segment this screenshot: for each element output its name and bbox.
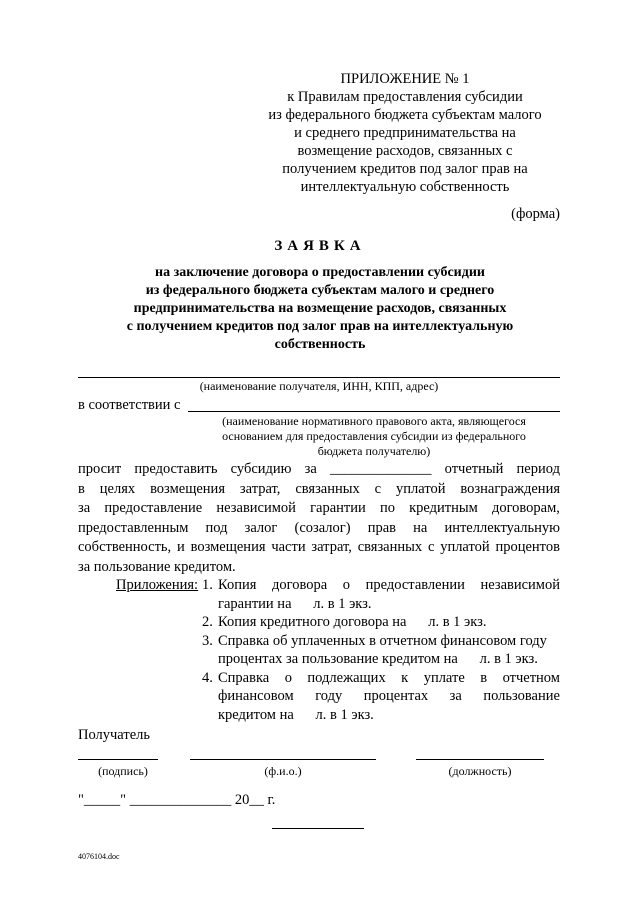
appendix-title: ПРИЛОЖЕНИЕ № 1 — [340, 71, 470, 87]
footer-filename: 4076104.doc — [78, 852, 120, 861]
subtitle-line: из федерального бюджета субъектам малого и среднего — [145, 283, 495, 298]
document-subtitle — [80, 264, 560, 354]
attachment-number: 3. — [202, 632, 213, 649]
position-caption: (должность) — [448, 764, 512, 778]
fullname-caption: (ф.и.о.) — [264, 764, 302, 778]
subtitle-line: на заключение договора о предоставлении субсидии — [155, 265, 485, 280]
subtitle-line: с получением кредитов под залог прав на интеллектуальную — [126, 319, 514, 334]
attachment-number: 4. — [202, 669, 213, 686]
body-last-line: за пользование кредитом. — [78, 558, 236, 575]
attachment-number: 1. — [202, 577, 213, 593]
recipient-fill-line — [78, 377, 560, 378]
subtitle-line: предпринимательства на возмещение расходов, связанных — [133, 301, 507, 316]
appendix-line: интеллектуальную собственность — [300, 179, 510, 195]
body-line: в целях возмещения затрат, связанных с уплатой вознаграждения — [78, 480, 560, 497]
body-paragraph — [78, 460, 560, 577]
signature-caption: (подпись) — [98, 764, 148, 778]
attachment-item-cont: финансовом году процентах за пользование — [218, 688, 560, 704]
act-fill-line — [188, 411, 560, 412]
attachment-item-cont: гарантии на л. в 1 экз. — [218, 595, 372, 612]
appendix-line: получением кредитов под залог прав на — [282, 161, 528, 177]
date-line: "_____" ______________ 20__ г. — [78, 792, 276, 808]
fullname-line — [190, 759, 376, 760]
document-title: ЗАЯВКА — [274, 238, 366, 254]
accordance-label: в соответствии с — [78, 397, 181, 413]
attachment-item: Справка об уплаченных в отчетном финансовом году — [218, 632, 547, 649]
subtitle-line: собственность — [274, 337, 366, 352]
attachment-number: 2. — [202, 614, 213, 630]
attachment-item: Копия договора о предоставлении независимой — [218, 577, 560, 593]
recipient-label: Получатель — [78, 727, 150, 743]
form-label: (форма) — [511, 206, 560, 222]
body-line: просит предоставить субсидию за ______________ отчетный период — [78, 461, 560, 477]
signature-line — [78, 759, 158, 760]
act-caption: (наименование нормативного правового акта, являющегося основанием для предоставления субсидии из федерального бюджета получателю) — [222, 414, 526, 458]
recipient-caption: (наименование получателя, ИНН, КПП, адрес) — [199, 379, 439, 393]
attachments-label: Приложения: — [116, 577, 199, 593]
appendix-line: возмещение расходов, связанных с — [297, 143, 513, 159]
body-line: предоставленным под залог (созалог) прав на интеллектуальную — [78, 519, 560, 536]
attachment-item-cont: процентах за пользование кредитом на л. в 1 экз. — [218, 651, 538, 667]
appendix-header — [250, 70, 560, 196]
attachment-item: Копия кредитного договора на л. в 1 экз. — [218, 614, 487, 630]
attachment-item: Справка о подлежащих к уплате в отчетном — [218, 669, 560, 686]
attachment-item-cont: кредитом на л. в 1 экз. — [218, 706, 374, 723]
position-line — [416, 759, 544, 760]
separator-line — [272, 828, 364, 829]
body-line: собственность, и возмещения части затрат, связанных с уплатой процентов — [78, 539, 560, 555]
body-line: за предоставление независимой гарантии по кредитным договорам, — [78, 500, 560, 516]
appendix-line: и среднего предпринимательства на — [294, 125, 516, 141]
appendix-line: из федерального бюджета субъектам малого — [268, 107, 542, 123]
appendix-line: к Правилам предоставления субсидии — [287, 89, 523, 105]
